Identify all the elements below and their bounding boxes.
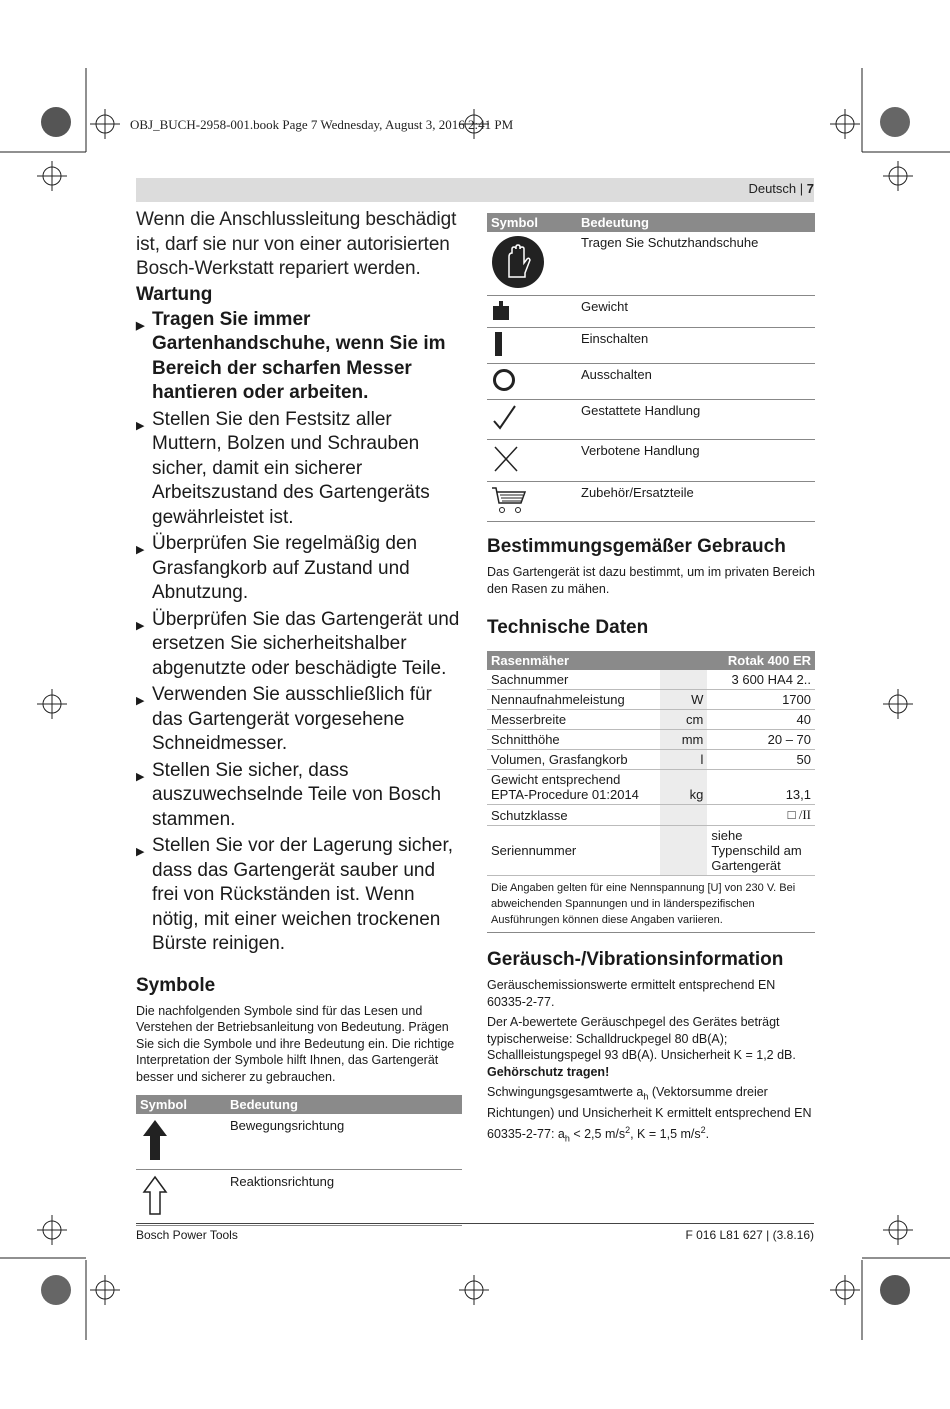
- table-row: [487, 400, 815, 440]
- right-symbol-table: [487, 213, 815, 522]
- tech-value: 3 600 HA4 2..: [707, 670, 815, 690]
- row-label: Gestattete Handlung: [577, 400, 815, 440]
- tech-unit: [660, 670, 708, 690]
- noise-p2: Der A-bewertete Geräuschpegel des Gerätes beträgt typischerweise: Schalldruckpegel 80 dB(A); Schallleistungspegel 93 dB(A). Unsicherheit K = 1,2 dB.: [487, 1015, 796, 1062]
- table-row: [487, 482, 815, 522]
- row-label: Gewicht: [577, 296, 815, 328]
- weight-icon: [491, 299, 511, 321]
- bullet-item: ▶ Verwenden Sie ausschließlich für das Gartengerät vorgesehene Schneidmesser.: [136, 683, 466, 757]
- row-label: Reaktionsrichtung: [226, 1170, 462, 1226]
- tech-unit: l: [660, 750, 708, 770]
- tech-heading: Technische Daten: [487, 617, 649, 638]
- row-label: Ausschalten: [577, 364, 815, 400]
- header-language: Deutsch: [748, 181, 797, 196]
- table-row: [487, 364, 815, 400]
- tech-value: 40: [707, 710, 815, 730]
- outline-arrow-up-icon: [140, 1174, 170, 1218]
- tech-label: Seriennummer: [487, 826, 660, 876]
- table-row: [487, 770, 815, 805]
- table-row: [487, 328, 815, 364]
- header-separator: |: [796, 181, 807, 196]
- left-symbol-table: [136, 1095, 462, 1226]
- tech-label: Nennaufnahmeleistung: [487, 690, 660, 710]
- table-row: [487, 670, 815, 690]
- noise-warning: Gehörschutz tragen!: [487, 1064, 610, 1079]
- running-header: [748, 181, 814, 196]
- bullet-item: ▶ Überprüfen Sie regelmäßig den Grasfangkorb auf Zustand und Abnutzung.: [136, 532, 466, 606]
- row-label: Einschalten: [577, 328, 815, 364]
- col-symbol: Symbol: [136, 1095, 226, 1114]
- table-row: [487, 750, 815, 770]
- col-symbol: Symbol: [487, 213, 577, 232]
- col-meaning: Bedeutung: [226, 1095, 462, 1114]
- table-row: [487, 805, 815, 826]
- table-row: [136, 1114, 462, 1170]
- tech-value: 20 – 70: [707, 730, 815, 750]
- tech-table: [487, 651, 815, 876]
- col-meaning: Bedeutung: [577, 213, 815, 232]
- table-row: [487, 296, 815, 328]
- tech-value: 1700: [707, 690, 815, 710]
- tech-value: siehe Typenschild am Gartengerät: [707, 826, 815, 876]
- wartung-heading: Wartung: [136, 283, 213, 305]
- gloves-icon: [491, 235, 545, 289]
- table-row: [487, 826, 815, 876]
- noise-p1: Geräuschemissionswerte ermittelt entsprechend EN 60335-2-77.: [487, 978, 776, 1009]
- tech-label: Gewicht entsprechend EPTA-Procedure 01:2014: [487, 770, 660, 805]
- tech-unit: kg: [660, 770, 708, 805]
- cross-icon: [491, 443, 521, 475]
- tech-unit: cm: [660, 710, 708, 730]
- tech-head-left: Rasenmäher: [487, 651, 707, 670]
- bullet-item: ▶ Stellen Sie sicher, dass auszuwechselnde Teile von Bosch stammen.: [136, 759, 466, 833]
- tech-label: Schnitthöhe: [487, 730, 660, 750]
- table-row: [487, 710, 815, 730]
- table-row: [136, 1170, 462, 1226]
- table-row: [487, 440, 815, 482]
- table-row: [487, 730, 815, 750]
- bullet-item: ▶ Tragen Sie immer Gartenhandschuhe, wenn Sie im Bereich der scharfen Messer hantieren oder arbeiten.: [136, 308, 466, 406]
- tech-label: Volumen, Grasfangkorb: [487, 750, 660, 770]
- left-column: [136, 208, 466, 1226]
- header-bar: [136, 178, 814, 202]
- row-label: Zubehör/Ersatzteile: [577, 482, 815, 522]
- bullet-item: ▶ Überprüfen Sie das Gartengerät und ersetzen Sie sicherheitshalber abgenutzte oder beschädigte Teile.: [136, 608, 466, 682]
- use-text: Das Gartengerät ist dazu bestimmt, um im privaten Bereich den Rasen zu mähen.: [487, 565, 815, 596]
- noise-heading: Geräusch-/Vibrationsinformation: [487, 949, 784, 970]
- filled-arrow-up-icon: [140, 1118, 170, 1162]
- bullet-item: ▶ Stellen Sie den Festsitz aller Muttern, Bolzen und Schrauben sicher, damit ein sicherer Arbeitszustand des Gartengeräts gewährleistet ist.: [136, 408, 466, 531]
- tech-head-right: Rotak 400 ER: [707, 651, 815, 670]
- footer-right: F 016 L81 627 | (3.8.16): [685, 1228, 814, 1242]
- page-number: 7: [806, 181, 814, 196]
- tech-value: 13,1: [707, 770, 815, 805]
- switch-off-icon: [491, 367, 517, 393]
- tech-unit: [660, 826, 708, 876]
- footer-left: Bosch Power Tools: [136, 1228, 238, 1242]
- tech-value: 50: [707, 750, 815, 770]
- row-label: Bewegungsrichtung: [226, 1114, 462, 1170]
- right-column: [487, 213, 815, 1147]
- tech-value: □ /II: [707, 805, 815, 826]
- tech-label: Messerbreite: [487, 710, 660, 730]
- tech-note: Die Angaben gelten für eine Nennspannung [U] von 230 V. Bei abweichenden Spannungen und in länderspezifischen Ausführungen können diese Angaben variieren.: [487, 876, 815, 933]
- tech-label: Sachnummer: [487, 670, 660, 690]
- tech-unit: W: [660, 690, 708, 710]
- symbole-heading: Symbole: [136, 974, 216, 996]
- intro-paragraph: Wenn die Anschlussleitung beschädigt ist, darf sie nur von einer autorisierten Bosch-Werkstatt repariert werden.: [136, 209, 457, 279]
- tech-unit: mm: [660, 730, 708, 750]
- bullet-item: ▶ Stellen Sie vor der Lagerung sicher, dass das Gartengerät sauber und frei von Rückständen ist. Wenn nötig, mit einer weichen trockenen Bürste reinigen.: [136, 834, 466, 957]
- tech-label: Schutzklasse: [487, 805, 660, 826]
- print-slug: OBJ_BUCH-2958-001.book Page 7 Wednesday, August 3, 2016 2:41 PM: [130, 117, 514, 132]
- use-heading: Bestimmungsgemäßer Gebrauch: [487, 536, 786, 557]
- footer-rule: [136, 1223, 814, 1224]
- tech-unit: [660, 805, 708, 826]
- vibration-text: Schwingungsgesamtwerte $a_h$ (Vektorsumme dreier Richtungen) und Unsicherheit K ermittelt entsprechend EN 60335-2-77: $a_h < 2,5$ $m/s^2$, K = 1,5 $m/s^2$.: [487, 1085, 812, 1144]
- row-label: Verbotene Handlung: [577, 440, 815, 482]
- row-label: Tragen Sie Schutzhandschuhe: [577, 232, 815, 296]
- checkmark-icon: [491, 403, 519, 433]
- symbole-text: Die nachfolgenden Symbole sind für das Lesen und Verstehen der Betriebsanleitung von Bedeutung. Prägen Sie sich die Symbole und ihre Bedeutung ein. Die richtige Interpretation der Symbole hilft Ihnen, das Gartengerät besser und sicherer zu gebrauchen.: [136, 1003, 455, 1084]
- table-row: [487, 690, 815, 710]
- switch-on-icon: [491, 331, 511, 357]
- table-row: [487, 232, 815, 296]
- cart-icon: [491, 485, 527, 515]
